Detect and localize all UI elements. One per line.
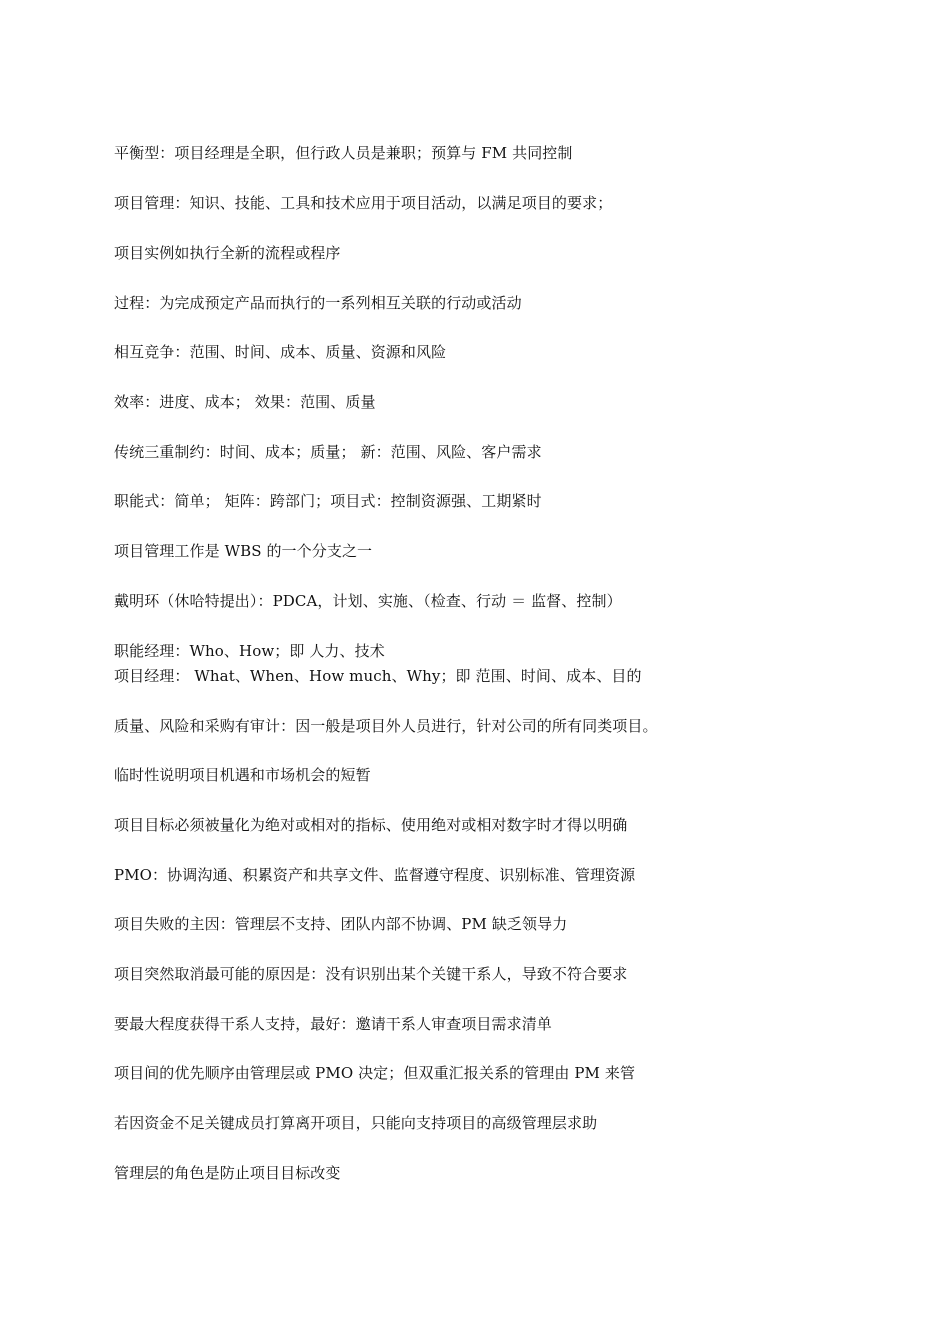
text-line: 职能经理：Who、How；即 人力、技术 <box>114 642 385 660</box>
text-line: 相互竞争：范围、时间、成本、质量、资源和风险 <box>114 343 447 361</box>
text-line: 若因资金不足关键成员打算离开项目，只能向支持项目的高级管理层求助 <box>114 1114 598 1132</box>
text-line: 项目突然取消最可能的原因是：没有识别出某个关键干系人，导致不符合要求 <box>114 965 628 983</box>
text-line: 效率：进度、成本； 效果：范围、质量 <box>114 393 376 411</box>
text-line: 项目经理： What、When、How much、Why；即 范围、时间、成本、目的 <box>114 667 642 685</box>
text-line: 平衡型：项目经理是全职，但行政人员是兼职；预算与 FM 共同控制 <box>114 144 573 162</box>
text-line: 项目间的优先顺序由管理层或 PMO 决定；但双重汇报关系的管理由 PM 来管 <box>114 1064 636 1082</box>
text-line: 项目实例如执行全新的流程或程序 <box>114 244 341 262</box>
text-line: 过程：为完成预定产品而执行的一系列相互关联的行动或活动 <box>114 294 522 312</box>
text-line: 项目管理：知识、技能、工具和技术应用于项目活动，以满足项目的要求； <box>114 194 613 212</box>
text-line: 质量、风险和采购有审计：因一般是项目外人员进行，针对公司的所有同类项目。 <box>114 717 658 735</box>
text-line: 项目失败的主因：管理层不支持、团队内部不协调、PM 缺乏领导力 <box>114 915 568 933</box>
text-line: 戴明环（休哈特提出）：PDCA，计划、实施、（检查、行动 ＝ 监督、控制） <box>114 592 622 610</box>
text-line: 临时性说明项目机遇和市场机会的短暂 <box>114 766 371 784</box>
text-line: 要最大程度获得干系人支持，最好：邀请干系人审查项目需求清单 <box>114 1015 552 1033</box>
text-line: 管理层的角色是防止项目目标改变 <box>114 1164 341 1182</box>
text-line: PMO：协调沟通、积累资产和共享文件、监督遵守程度、识别标准、管理资源 <box>114 866 636 884</box>
text-line: 项目管理工作是 WBS 的一个分支之一 <box>114 542 373 560</box>
text-line: 传统三重制约：时间、成本；质量； 新：范围、风险、客户需求 <box>114 443 542 461</box>
text-line: 项目目标必须被量化为绝对或相对的指标、使用绝对或相对数字时才得以明确 <box>114 816 628 834</box>
text-line: 职能式：简单； 矩阵：跨部门；项目式：控制资源强、工期紧时 <box>114 492 542 510</box>
